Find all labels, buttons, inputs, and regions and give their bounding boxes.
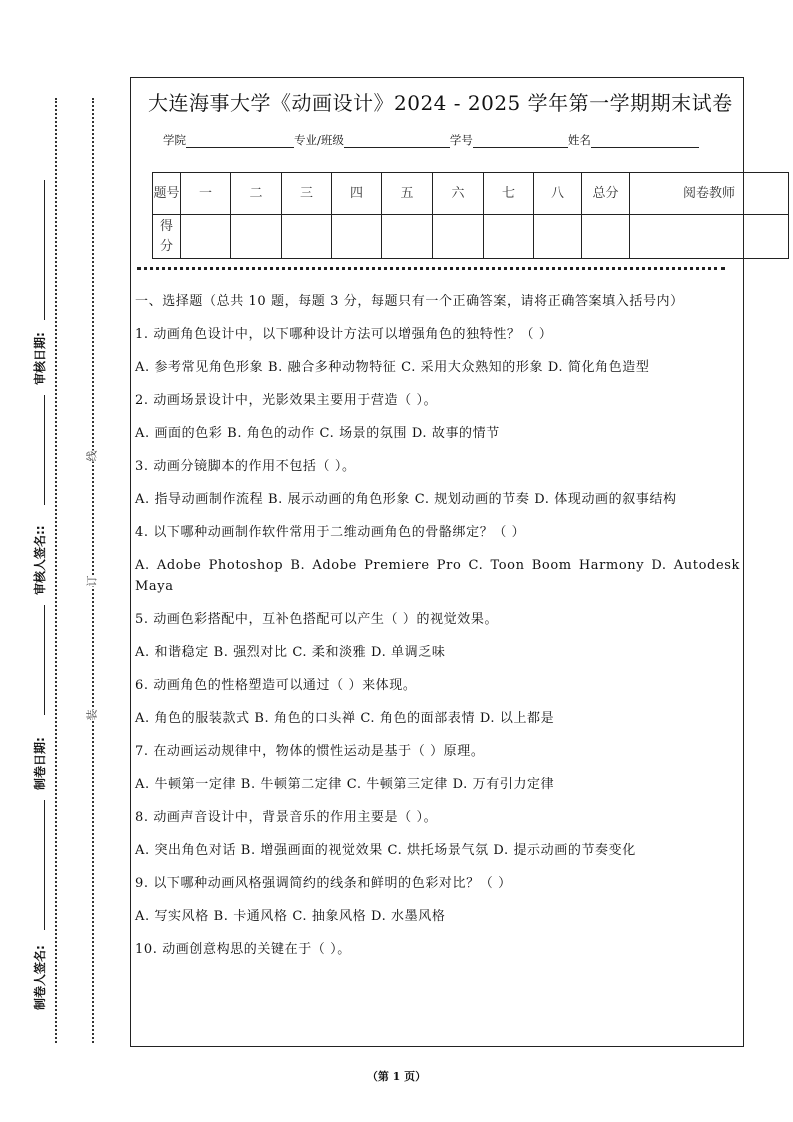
question-options: A. 和谐稳定 B. 强烈对比 C. 柔和淡雅 D. 单调乏味 bbox=[135, 645, 446, 660]
section-divider bbox=[137, 267, 725, 270]
score-cell[interactable] bbox=[282, 215, 332, 259]
question-options: A. 角色的服装款式 B. 角色的口头禅 C. 角色的面部表情 D. 以上都是 bbox=[135, 711, 555, 726]
question-options: A. 指导动画制作流程 B. 展示动画的角色形象 C. 规划动画的节奏 D. 体现动画的叙事结构 bbox=[135, 492, 677, 507]
header-cell: 五 bbox=[382, 173, 433, 215]
header-cell: 八 bbox=[534, 173, 582, 215]
header-cell: 三 bbox=[282, 173, 332, 215]
maker-date-label: 制卷日期: bbox=[33, 737, 47, 790]
major-label: 专业/班级 bbox=[294, 133, 344, 147]
student-id-label: 学号 bbox=[449, 133, 473, 147]
question-options: A. 牛顿第一定律 B. 牛顿第二定律 C. 牛顿第三定律 D. 万有引力定律 bbox=[135, 777, 555, 792]
student-id-field[interactable] bbox=[473, 134, 568, 148]
binding-dotted-line-inner bbox=[92, 98, 94, 1043]
college-label: 学院 bbox=[163, 133, 186, 147]
question-options: A. Adobe Photoshop B. Adobe Premiere Pro C. Toon Boom Harmony D. Autodesk Maya bbox=[135, 558, 740, 594]
score-cell[interactable] bbox=[484, 215, 534, 259]
question-options: A. 写实风格 B. 卡通风格 C. 抽象风格 D. 水墨风格 bbox=[135, 909, 446, 924]
binding-mark-zhuang: 装 bbox=[85, 709, 99, 721]
maker-sign-label: 制卷人签名: bbox=[33, 945, 47, 1010]
score-cell[interactable] bbox=[181, 215, 231, 259]
question-text: 6. 动画角色的性格塑造可以通过（ ）来体现。 bbox=[135, 678, 417, 693]
score-cell[interactable] bbox=[382, 215, 433, 259]
question-options: A. 参考常见角色形象 B. 融合多种动物特征 C. 采用大众熟知的形象 D. 简化角色造型 bbox=[135, 360, 650, 375]
section-heading: 一、选择题（总共 10 题，每题 3 分，每题只有一个正确答案，请将正确答案填入括号内） bbox=[135, 294, 684, 309]
review-date-line bbox=[43, 180, 45, 320]
header-cell: 总分 bbox=[582, 173, 630, 215]
header-cell: 一 bbox=[181, 173, 231, 215]
question-body bbox=[135, 291, 740, 972]
header-cell: 七 bbox=[484, 173, 534, 215]
header-cell: 二 bbox=[231, 173, 282, 215]
header-cell: 阅卷教师 bbox=[630, 173, 789, 215]
name-label: 姓名 bbox=[567, 133, 591, 147]
college-field[interactable] bbox=[186, 134, 294, 148]
question-text: 4. 以下哪种动画制作软件常用于二维动画角色的骨骼绑定？（ ） bbox=[135, 525, 526, 540]
binding-mark-ding: 订 bbox=[85, 575, 99, 587]
score-table bbox=[152, 172, 789, 259]
question-options: A. 画面的色彩 B. 角色的动作 C. 场景的氛围 D. 故事的情节 bbox=[135, 426, 500, 441]
score-cell[interactable] bbox=[534, 215, 582, 259]
score-cell[interactable] bbox=[630, 215, 789, 259]
question-text: 2. 动画场景设计中，光影效果主要用于营造（ ）。 bbox=[135, 393, 438, 408]
review-date-label: 审核日期: bbox=[33, 332, 47, 385]
question-text: 9. 以下哪种动画风格强调简约的线条和鲜明的色彩对比？（ ） bbox=[135, 876, 512, 891]
margin-signatures bbox=[30, 140, 48, 1010]
question-text: 3. 动画分镜脚本的作用不包括（ ）。 bbox=[135, 459, 356, 474]
maker-date-line bbox=[43, 605, 45, 715]
name-field[interactable] bbox=[591, 134, 699, 148]
score-table-header-row bbox=[153, 173, 789, 215]
header-cell: 四 bbox=[332, 173, 382, 215]
maker-sign-line bbox=[43, 800, 45, 930]
question-text: 5. 动画色彩搭配中，互补色搭配可以产生（ ）的视觉效果。 bbox=[135, 612, 499, 627]
major-field[interactable] bbox=[344, 134, 450, 148]
reviewer-sign-label: 审核人签名:: bbox=[33, 525, 47, 595]
question-text: 8. 动画声音设计中，背景音乐的作用主要是（ ）。 bbox=[135, 810, 438, 825]
exam-title: 大连海事大学《动画设计》2024 - 2025 学年第一学期期末试卷 bbox=[148, 91, 733, 115]
question-options: A. 突出角色对话 B. 增强画面的视觉效果 C. 烘托场景气氛 D. 提示动画的节奏变化 bbox=[135, 843, 636, 858]
row-label: 得分 bbox=[153, 215, 181, 259]
page-number: （第 1 页） bbox=[366, 1070, 427, 1083]
binding-mark-xian: 线 bbox=[85, 450, 99, 462]
score-cell[interactable] bbox=[582, 215, 630, 259]
score-cell[interactable] bbox=[332, 215, 382, 259]
question-text: 7. 在动画运动规律中，物体的惯性运动是基于（ ）原理。 bbox=[135, 744, 485, 759]
header-cell: 题号 bbox=[153, 173, 181, 215]
binding-dotted-line-outer bbox=[55, 98, 57, 1043]
score-table-score-row bbox=[153, 215, 789, 259]
reviewer-sign-line bbox=[43, 395, 45, 505]
question-text: 1. 动画角色设计中，以下哪种设计方法可以增强角色的独特性？（ ） bbox=[135, 327, 553, 342]
score-cell[interactable] bbox=[231, 215, 282, 259]
question-text: 10. 动画创意构思的关键在于（ ）。 bbox=[135, 942, 351, 957]
score-cell[interactable] bbox=[433, 215, 484, 259]
header-cell: 六 bbox=[433, 173, 484, 215]
student-info bbox=[163, 132, 699, 148]
